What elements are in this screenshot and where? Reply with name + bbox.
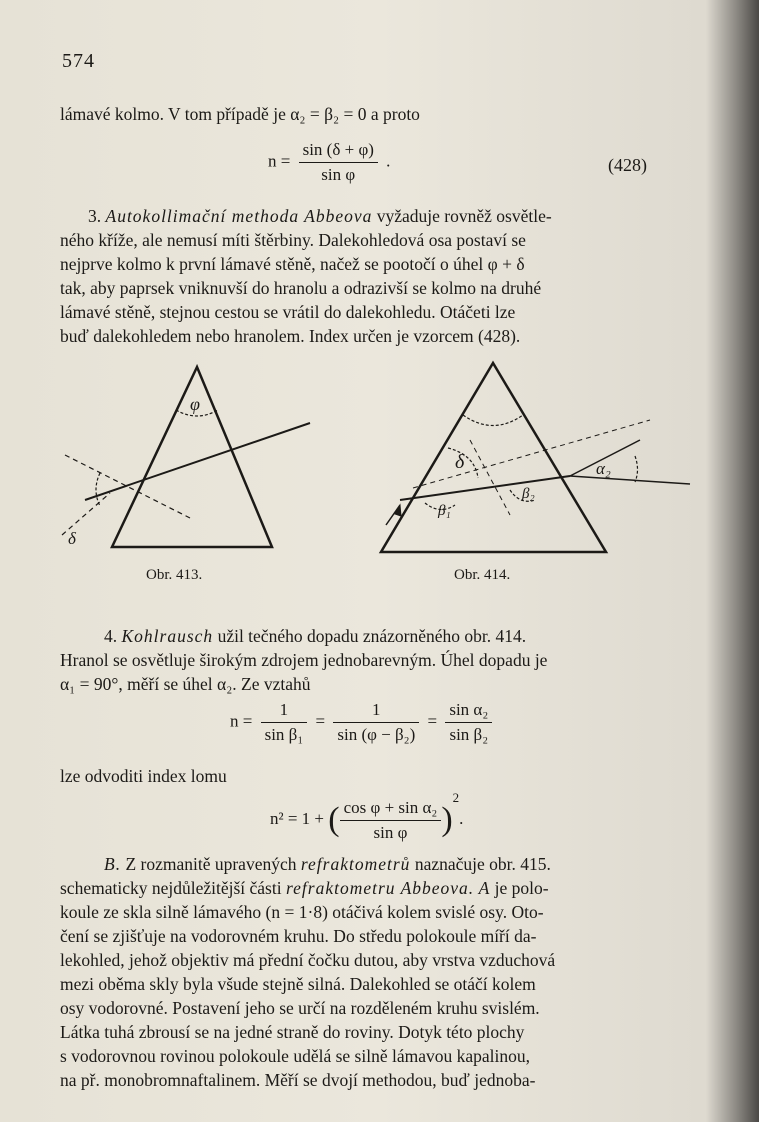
- numerator: sin (δ + φ): [299, 140, 378, 163]
- label-beta1: β₁: [438, 503, 451, 519]
- period: .: [386, 151, 391, 171]
- denominator: sin (φ − β₂): [337, 725, 416, 744]
- right-paren: ): [441, 801, 453, 839]
- angle-arc-alpha2: [635, 456, 638, 482]
- denominator: sin φ: [373, 822, 408, 842]
- text-line: Hranol se osvětluje širokým zdrojem jednobarevným. Úhel dopadu je: [60, 650, 548, 670]
- numerator: sin α₂: [445, 700, 492, 723]
- text-line: nejprve kolmo k první lámavé stěně, načež se pootočí o úhel φ + δ: [60, 254, 525, 274]
- text-line: osy vodorovné. Postavení jeho se určí na rozděleném kruhu svislém.: [60, 998, 540, 1018]
- item-number: 4.: [104, 626, 122, 646]
- page-number: 574: [62, 50, 95, 72]
- text-line: [60, 876, 657, 900]
- figure-414-caption: Obr. 414.: [454, 567, 511, 583]
- text-line: [60, 852, 657, 876]
- equals: =: [427, 711, 438, 731]
- paragraph-kohlrausch: [60, 624, 657, 696]
- text-line: α₁ = 90°, měří se úhel α₂. Ze vztahů: [60, 674, 311, 694]
- fraction-1: [261, 700, 308, 745]
- text-line: mezi oběma skly byla všude stejně silná. Dalekohled se otáčí kolem: [60, 974, 536, 994]
- text-fragment: je polo-: [490, 878, 549, 898]
- ray-inside: [400, 476, 570, 500]
- item-number: 3.: [88, 206, 106, 226]
- label-A: A: [478, 878, 491, 898]
- term-refractometers: refraktometrů: [300, 854, 411, 874]
- equation-lhs: n =: [230, 711, 253, 731]
- ray-exit-2: [570, 476, 690, 484]
- equation-index: [270, 790, 463, 843]
- text-line: čení se zjišťuje na vodorovném kruhu. Do středu polokoule míří da-: [60, 926, 537, 946]
- text-line: ného kříže, ale nemusí míti štěrbiny. Dalekohledová osa postaví se: [60, 230, 526, 250]
- text-line: lekohled, jehož objektiv má přední čočku dutou, aby vrstva vzduchová: [60, 950, 556, 970]
- equation-lhs: n =: [268, 151, 291, 171]
- term-abbe-refractometer: refraktometru Abbeova.: [285, 878, 475, 898]
- fraction-3: [445, 700, 492, 745]
- label-phi: φ: [190, 394, 200, 414]
- denominator: sin β₂: [449, 725, 489, 744]
- text-line: na př. monobromnaftalinem. Měří se dvojí methodou, buď jednoba-: [60, 1070, 536, 1090]
- text-fragment: užil tečného dopadu znázorněného obr. 414.: [213, 626, 527, 646]
- angle-arc-top: [463, 415, 523, 426]
- label-delta: δ: [68, 529, 76, 548]
- author-name: Kohlrausch: [121, 626, 214, 646]
- text-line: koule ze skla silně lámavého (n = 1·8) otáčivá kolem svislé osy. Oto-: [60, 902, 544, 922]
- normal-dashed: [413, 420, 650, 488]
- numerator: 1: [333, 700, 419, 723]
- period: .: [459, 809, 464, 828]
- normal-dashed-2: [470, 440, 510, 515]
- text-fragment: vyžaduje rovněž osvětle-: [372, 206, 552, 226]
- label-alpha2: α₂: [596, 459, 611, 478]
- equals: =: [315, 711, 326, 731]
- equation-lhs: n² = 1 +: [270, 809, 325, 828]
- exponent: 2: [452, 790, 460, 805]
- text-fragment: naznačuje obr. 415.: [410, 854, 551, 874]
- text-line: buď dalekohledem nebo hranolem. Index určen je vzorcem (428).: [60, 326, 521, 346]
- denominator: sin φ: [321, 165, 356, 184]
- fraction-2: [333, 700, 419, 745]
- text-line: lámavé stěně, stejnou cestou se vrátil do dalekohledu. Otáčeti lze: [60, 302, 516, 322]
- text-line: lámavé kolmo. V tom případě je α₂ = β₂ = 0 a proto: [60, 104, 420, 124]
- fig414-drawing: [381, 363, 690, 552]
- label-delta: δ: [455, 451, 465, 473]
- text-line: tak, aby paprsek vniknuvší do hranolu a odrazivší se kolmo na druhé: [60, 278, 542, 298]
- left-paren: (: [328, 801, 340, 839]
- paragraph-refractometers: [60, 852, 657, 1092]
- denominator: sin β₁: [264, 725, 304, 744]
- text-line: [60, 624, 657, 648]
- text-fragment: schematicky nejdůležitější části: [60, 878, 286, 898]
- equation-number: (428): [608, 155, 647, 175]
- paragraph-derive: [60, 764, 657, 788]
- section-letter: B.: [104, 854, 122, 874]
- text-line: s vodorovnou rovinou polokoule udělá se silně lámavou kapalinou,: [60, 1046, 530, 1066]
- fraction: [340, 798, 442, 843]
- text-fragment: Z rozmanitě upravených: [121, 854, 301, 874]
- prism-414: [381, 363, 606, 552]
- label-beta2: β₂: [522, 486, 535, 502]
- numerator: 1: [261, 700, 308, 723]
- numerator: cos φ + sin α₂: [340, 798, 442, 821]
- equation-relation: [230, 700, 496, 745]
- text-line: lze odvoditi index lomu: [60, 766, 227, 786]
- method-title: Autokollimační methoda Abbeova: [105, 206, 373, 226]
- figure-413-caption: Obr. 413.: [146, 567, 203, 583]
- text-line: Látka tuhá zbrousí se na jedné straně do roviny. Dotyk této plochy: [60, 1022, 525, 1042]
